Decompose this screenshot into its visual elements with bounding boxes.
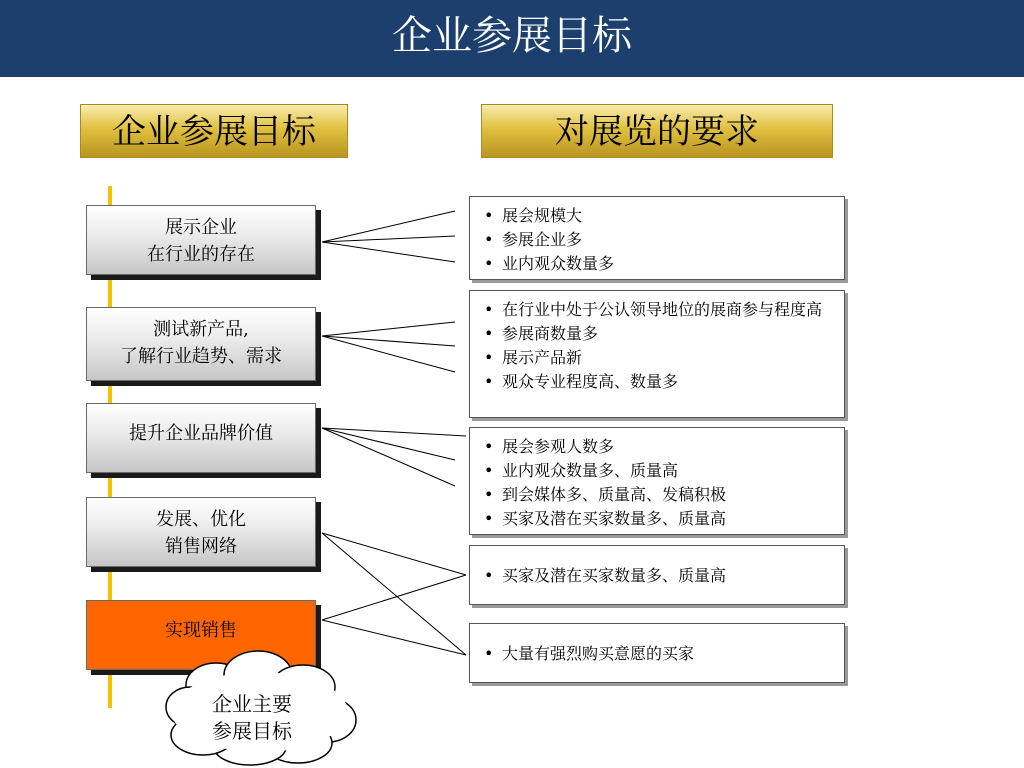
goal-3-line1: 提升企业品牌价值 xyxy=(129,423,273,444)
header-requirements: 对展览的要求 xyxy=(481,104,833,158)
list-item: • 在行业中处于公认领导地位的展商参与程度高 xyxy=(480,298,834,322)
list-item: • 展会参观人数多 xyxy=(480,435,834,459)
list-item: • 展会规模大 xyxy=(480,204,834,228)
goal-4-line2: 销售网络 xyxy=(165,536,237,557)
list-item: • 参展企业多 xyxy=(480,228,834,252)
connector-line xyxy=(322,242,455,262)
list-item: • 买家及潜在买家数量多、质量高 xyxy=(480,564,834,588)
goal-1-line1: 展示企业 xyxy=(165,217,237,238)
connector-line xyxy=(322,322,455,336)
requirement-box-5 xyxy=(469,623,845,683)
connector-line xyxy=(322,533,466,655)
header-goals: 企业参展目标 xyxy=(80,104,348,158)
connector-line xyxy=(322,428,455,460)
list-item: • 业内观众数量多 xyxy=(480,252,834,276)
goal-box-4 xyxy=(86,497,316,567)
goal-5-line1: 实现销售 xyxy=(165,620,237,641)
goal-2-line2: 了解行业趋势、需求 xyxy=(120,346,282,367)
connector-line xyxy=(322,575,466,620)
list-item: • 观众专业程度高、数量多 xyxy=(480,370,834,394)
goal-box-2 xyxy=(86,307,316,381)
list-item: • 业内观众数量多、质量高 xyxy=(480,459,834,483)
list-item: • 到会媒体多、质量高、发稿积极 xyxy=(480,483,834,507)
goal-2-line1: 测试新产品, xyxy=(153,319,249,340)
list-item: • 展示产品新 xyxy=(480,346,834,370)
connector-line xyxy=(322,428,455,486)
connector-line xyxy=(322,533,466,575)
requirement-box-3 xyxy=(469,427,845,535)
list-item: • 大量有强烈购买意愿的买家 xyxy=(480,642,834,666)
goal-1-line2: 在行业的存在 xyxy=(147,244,255,265)
requirement-box-2 xyxy=(469,290,845,418)
page-title: 企业参展目标 xyxy=(392,13,632,59)
list-item: • 参展商数量多 xyxy=(480,322,834,346)
list-item: • 买家及潜在买家数量多、质量高 xyxy=(480,507,834,531)
requirement-box-4 xyxy=(469,545,845,605)
goal-box-3 xyxy=(86,403,316,473)
connector-line xyxy=(322,428,466,436)
cloud-label: 企业主要 参展目标 xyxy=(212,692,292,743)
goal-4-line1: 发展、优化 xyxy=(156,509,246,530)
goal-box-1 xyxy=(86,205,316,275)
requirement-box-1 xyxy=(469,196,845,280)
